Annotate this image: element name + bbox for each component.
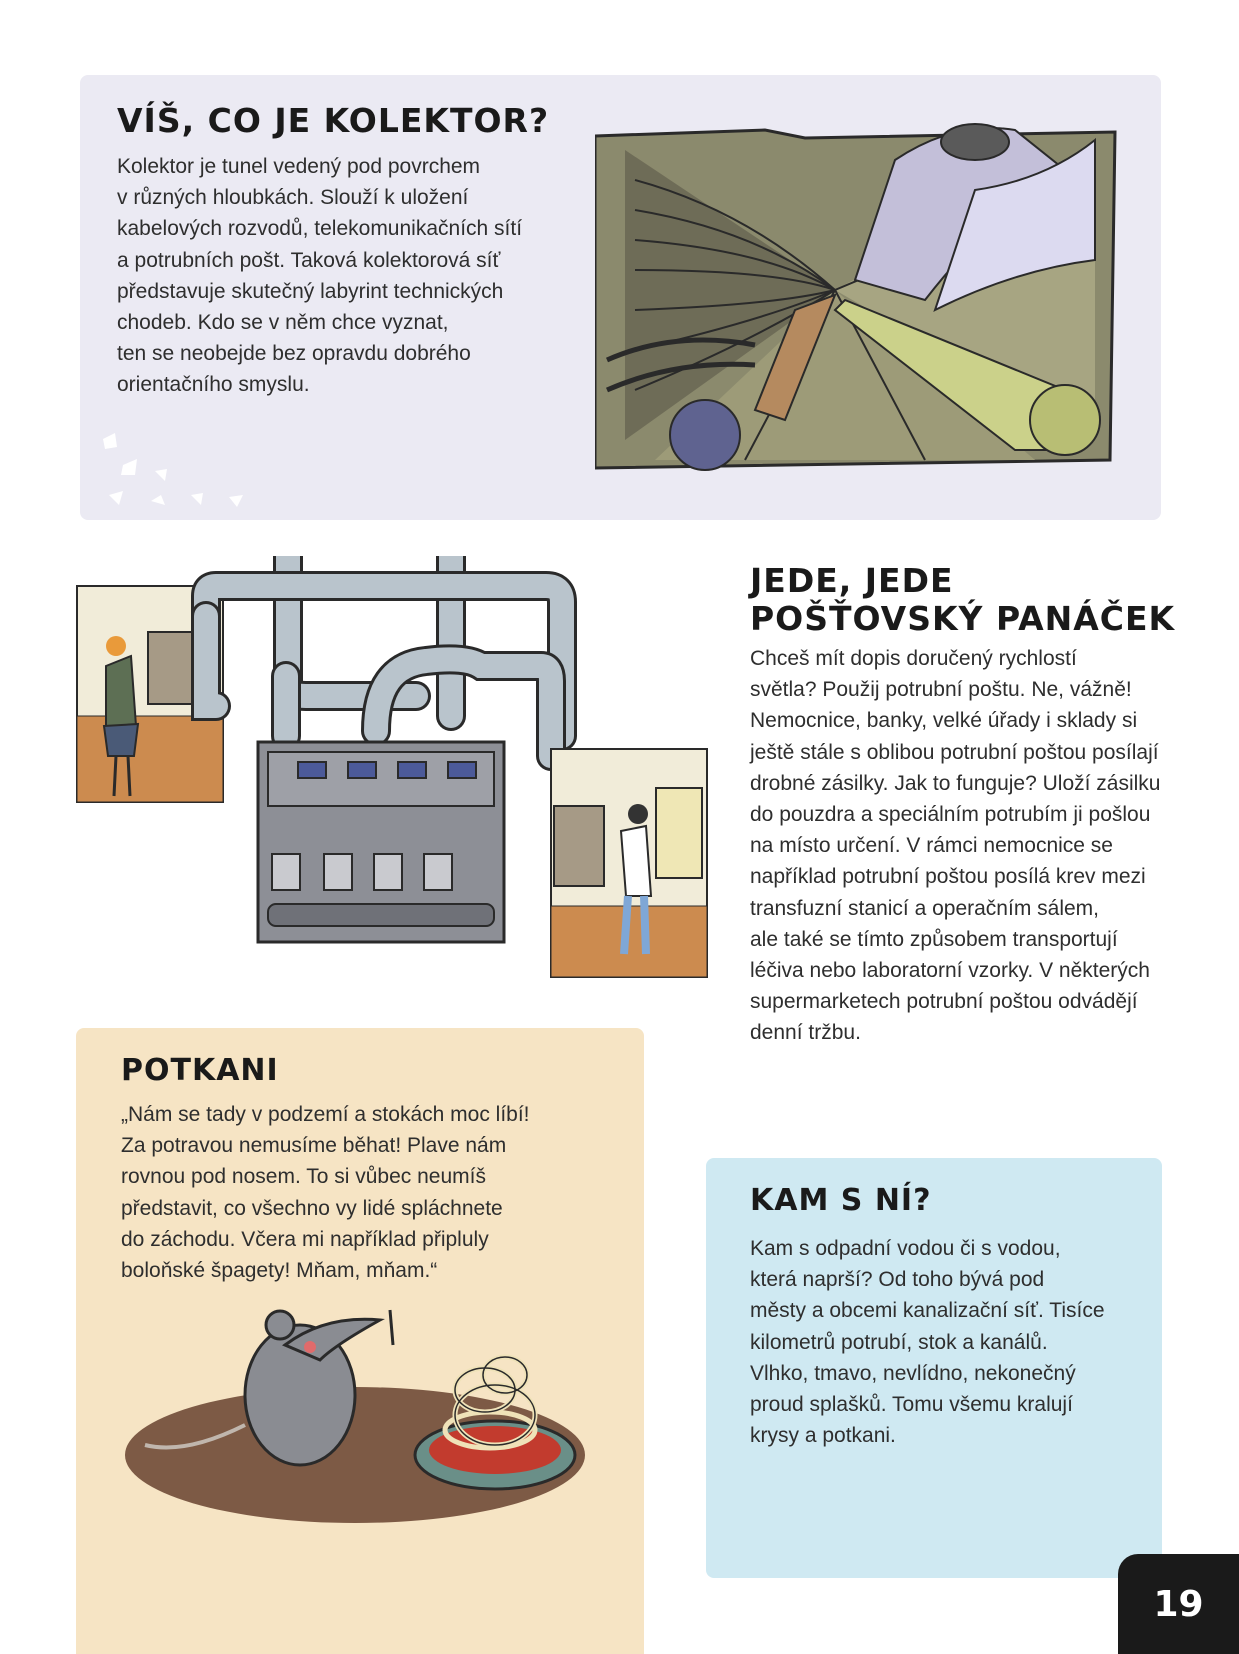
- rat-spaghetti-illustration: [125, 1305, 595, 1530]
- potkani-title: POTKANI: [121, 1053, 279, 1088]
- kam-title: KAM S NÍ?: [750, 1183, 932, 1218]
- tunnel-illustration: [595, 120, 1120, 475]
- kolektor-title: VÍŠ, CO JE KOLEKTOR?: [117, 101, 550, 140]
- decorative-chips: [95, 425, 265, 515]
- kam-text: Kam s odpadní vodou či s vodou, která naprší? Od toho bývá pod městy a obcemi kanalizační síť. Tisíce kilometrů potrubí, stok a kanálů. Vlhko, tmavo, nevlídno, nekonečný proud splašků. Tomu všemu kralují krysy a potkani.: [750, 1237, 1105, 1448]
- posta-text: Chceš mít dopis doručený rychlostí světla? Použij potrubní poštu. Ne, vážně! Nemocnice, banky, velké úřady i sklady si ještě stále s oblibou potrubní poštou posílají drobné zásilky. Jak to funguje? Uloží zásilku do pouzdra a speciálním potrubím ji pošlou na místo určení. V rámci nemocnice se například potrubní poštou posílá krev mezi transfuzní stanicí a operačním sálem, ale také se tímto způsobem transportují léčiva nebo laboratorní vzorky. V některých supermarketech potrubní poštou odvádějí denní tržbu.: [750, 647, 1161, 1045]
- pneumatic-post-illustration: [76, 556, 712, 982]
- posta-title: JEDE, JEDE POŠŤOVSKÝ PANÁČEK: [750, 561, 1176, 638]
- potkani-text: „Nám se tady v podzemí a stokách moc líbí! Za potravou nemusíme běhat! Plave nám rovnou pod nosem. To si vůbec neumíš představit, co všechno vy lidé spláchnete do záchodu. Včera mi například připluly boloňské špagety! Mňam, mňam.“: [121, 1103, 530, 1283]
- kolektor-text: Kolektor je tunel vedený pod povrchem v různých hloubkách. Slouží k uložení kabelových rozvodů, telekomunikačních sítí a potrubních pošt. Taková kolektorová síť představuje skutečný labyrint technických chodeb. Kdo se v něm chce vyznat, ten se neobejde bez opravdu dobrého orientačního smyslu.: [117, 155, 523, 397]
- page-number: 19: [1118, 1554, 1239, 1654]
